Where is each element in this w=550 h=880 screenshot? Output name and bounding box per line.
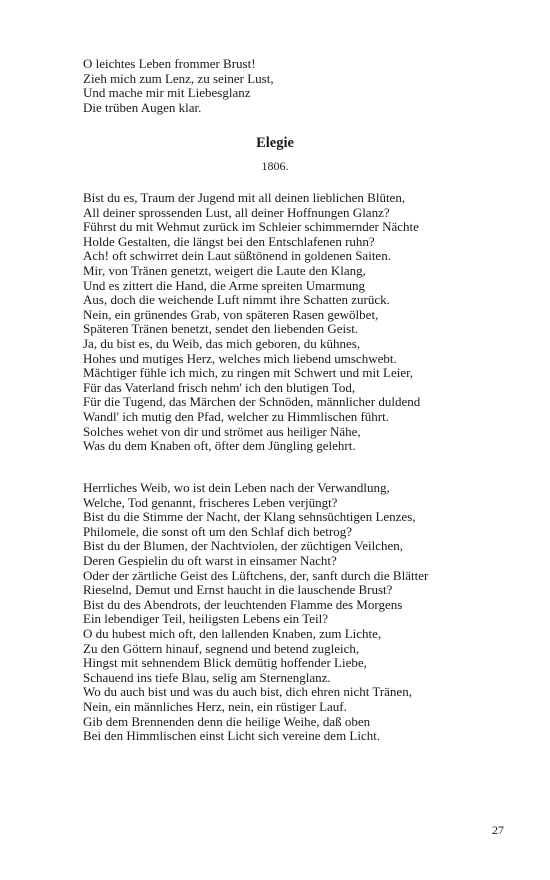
verse-line: Bist du des Abendrots, der leuchtenden Flamme des Morgens [83, 596, 403, 612]
poem-stanza-2 [83, 481, 523, 744]
verse-line: Späteren Tränen benetzt, sendet den liebenden Geist. [83, 321, 359, 337]
verse-line: Gib dem Brennenden denn die heilige Weihe, daß oben [83, 713, 371, 729]
verse-line: Bei den Himmlischen einst Licht sich vereine dem Licht. [83, 728, 381, 744]
verse-line: Bist du der Blumen, der Nachtviolen, der züchtigen Veilchen, [83, 538, 403, 554]
verse-line: Was du dem Knaben oft, öfter dem Jüngling gelehrt. [83, 438, 356, 454]
verse-line: Wo du auch bist und was du auch bist, dich ehren nicht Tränen, [83, 684, 412, 700]
verse-line: Ach! oft schwirret dein Laut süßtönend in goldenen Saiten. [83, 248, 391, 264]
verse-line: Und mache mir mit Liebesglanz [83, 85, 251, 101]
poem-stanza-1 [83, 191, 523, 454]
verse-line: Mir, von Tränen genetzt, weigert die Laute den Klang, [83, 262, 366, 278]
poem-title: Elegie [256, 135, 294, 151]
verse-line: Welche, Tod genannt, frischeres Leben verjüngt? [83, 494, 338, 510]
verse-line: Nein, ein männliches Herz, nein, ein rüstiger Lauf. [83, 698, 347, 714]
verse-line: Philomele, die sonst oft um den Schlaf dich betrog? [83, 523, 352, 539]
verse-line: Zu den Göttern hinauf, segnend und betend zugleich, [83, 640, 360, 656]
verse-line: Deren Gespielin du oft warst in einsamer Nacht? [83, 552, 337, 568]
verse-line: Für die Tugend, das Märchen der Schnöden, männlicher duldend [83, 394, 421, 410]
verse-line: Führst du mit Wehmut zurück im Schleier schimmernder Nächte [83, 219, 419, 235]
verse-line: Herrliches Weib, wo ist dein Leben nach der Verwandlung, [83, 480, 390, 495]
verse-line: Nein, ein grünendes Grab, von späteren Rasen gewölbet, [83, 306, 379, 322]
verse-line: Bist du die Stimme der Nacht, der Klang sehnsüchtigen Lenzes, [83, 509, 416, 525]
verse-line: Und es zittert die Hand, die Arme spreiten Umarmung [83, 277, 365, 293]
verse-line: O leichtes Leben frommer Brust! [83, 56, 256, 71]
verse-line: Rieselnd, Demut und Ernst haucht in die lauschende Brust? [83, 582, 393, 598]
verse-line: Für das Vaterland frisch nehm' ich den blutigen Tod, [83, 379, 356, 395]
previous-poem-stanza [83, 57, 523, 115]
verse-line: Ja, du bist es, du Weib, das mich geboren, du kühnes, [83, 335, 361, 351]
verse-line: Die trüben Augen klar. [83, 99, 202, 115]
verse-line: All deiner sprossenden Lust, all deiner Hoffnungen Glanz? [83, 204, 390, 220]
verse-line: O du hubest mich oft, den lallenden Knaben, zum Lichte, [83, 625, 382, 641]
poem-year: 1806. [261, 159, 289, 173]
verse-line: Schauend ins tiefe Blau, selig am Sternenglanz. [83, 669, 331, 685]
verse-line: Ein lebendiger Teil, heiligsten Lebens ein Teil? [83, 611, 328, 627]
verse-line: Hingst mit sehnendem Blick demütig hoffender Liebe, [83, 655, 367, 671]
verse-line: Holde Gestalten, die längst bei den Entschlafenen ruhn? [83, 233, 375, 249]
verse-line: Bist du es, Traum der Jugend mit all deinen lieblichen Blüten, [83, 190, 406, 205]
verse-line: Aus, doch die weichende Luft nimmt ihre Schatten zurück. [83, 292, 390, 308]
verse-line: Mächtiger fühle ich mich, zu ringen mit Schwert und mit Leier, [83, 365, 414, 381]
verse-line: Wandl' ich mutig den Pfad, welcher zu Himmlischen führt. [83, 408, 389, 424]
page-number: 27 [492, 823, 504, 837]
verse-line: Zieh mich zum Lenz, zu seiner Lust, [83, 70, 274, 86]
verse-line: Solches wehet von dir und strömet aus heiliger Nähe, [83, 423, 361, 439]
verse-line: Hohes und mutiges Herz, welches mich liebend umschwebt. [83, 350, 397, 366]
verse-line: Oder der zärtliche Geist des Lüftchens, der, sanft durch die Blätter [83, 567, 429, 583]
